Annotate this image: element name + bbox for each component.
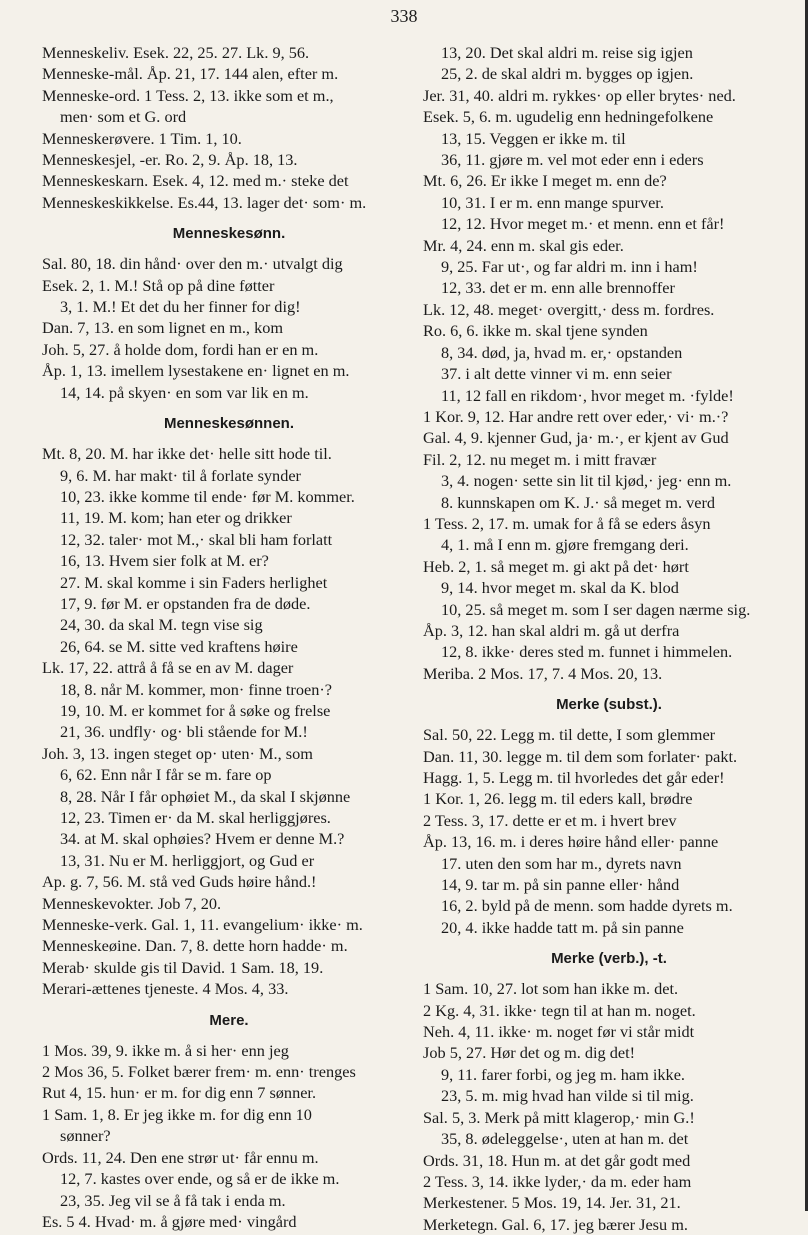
- concordance-entry: sønner?: [60, 1126, 111, 1146]
- concordance-entry: Dan. 11, 30. legge m. til dem som forlater· pakt.: [423, 746, 738, 766]
- concordance-entry: 1 Sam. 10, 27. lot som han ikke m. det.: [423, 979, 679, 999]
- concordance-entry: 9, 11. farer forbi, og jeg m. ham ikke.: [441, 1064, 685, 1084]
- concordance-entry: Merketegn. Gal. 6, 17. jeg bærer Jesu m.: [423, 1214, 688, 1234]
- concordance-entry: 3, 1. M.! Et det du her finner for dig!: [60, 297, 301, 317]
- concordance-entry: Hagg. 1, 5. Legg m. til hvorledes det går eder!: [423, 768, 725, 787]
- section-heading: Merke (verb.), -t.: [551, 950, 667, 968]
- concordance-entry: Dan. 7, 13. en som lignet en m., kom: [42, 318, 284, 338]
- concordance-entry: 2 Mos 36, 5. Folket bærer frem· m. enn· trenges: [42, 1062, 356, 1082]
- concordance-entry: Fil. 2, 12. nu meget m. i mitt fravær: [423, 449, 657, 469]
- concordance-entry: 1 Tess. 2, 17. m. umak for å få se eders åsyn: [423, 513, 711, 533]
- right-column: [423, 42, 795, 1235]
- concordance-entry: 9, 6. M. har makt· til å forlate synder: [60, 465, 301, 485]
- concordance-entry: 12, 7. kastes over ende, og så er de ikke m.: [60, 1169, 340, 1189]
- concordance-entry: 19, 10. M. er kommet for å søke og frelse: [60, 700, 331, 720]
- section-heading: Merke (subst.).: [556, 696, 662, 714]
- concordance-entry: 2 Tess. 3, 14. ikke lyder,· da m. eder ham: [423, 1171, 692, 1191]
- concordance-entry: Esek. 2, 1. M.! Stå op på dine føtter: [42, 275, 275, 295]
- section-heading: Menneskesønnen.: [163, 415, 295, 433]
- concordance-entry: Heb. 2, 1. så meget m. gi akt på det· hørt: [423, 556, 689, 576]
- concordance-entry: 37. i alt dette vinner vi m. enn seier: [441, 364, 672, 384]
- concordance-entry: 12, 32. taler· mot M.,· skal bli ham forlatt: [60, 529, 333, 549]
- concordance-entry: 13, 31. Nu er M. herliggjort, og Gud er: [60, 850, 315, 870]
- concordance-entry: 6, 62. Enn når I får se m. fare op: [60, 765, 272, 785]
- concordance-entry: Åp. 13, 16. m. i deres høire hånd eller· panne: [423, 832, 719, 852]
- concordance-entry: Merari-ættenes tjeneste. 4 Mos. 4, 33.: [42, 979, 289, 999]
- concordance-entry: 16, 13. Hvem sier folk at M. er?: [60, 551, 269, 571]
- concordance-entry: 12, 33. det er m. enn alle brennoffer: [441, 278, 675, 298]
- concordance-entry: 24, 30. da skal M. tegn vise sig: [60, 615, 263, 635]
- concordance-entry: 2 Kg. 4, 31. ikke· tegn til at han m. noget.: [423, 1000, 696, 1020]
- concordance-entry: Menneske-ord. 1 Tess. 2, 13. ikke som et m.,: [42, 85, 334, 105]
- concordance-entry: 2 Tess. 3, 17. dette er et m. i hvert brev: [423, 810, 677, 830]
- concordance-entry: 18, 8. når M. kommer, mon· finne troen·?: [60, 679, 332, 699]
- concordance-entry: 26, 64. se M. sitte ved kraftens høire: [60, 636, 298, 656]
- concordance-entry: 8. kunnskapen om K. J.· så meget m. verd: [441, 492, 716, 512]
- concordance-entry: 1 Sam. 1, 8. Er jeg ikke m. for dig enn 10: [42, 1104, 312, 1124]
- concordance-entry: Joh. 3, 13. ingen steget op· uten· M., som: [42, 743, 313, 763]
- concordance-entry: Gal. 4, 9. kjenner Gud, ja· m.·, er kjent av Gud: [423, 428, 729, 448]
- concordance-entry: Menneskesjel, -er. Ro. 2, 9. Åp. 18, 13.: [42, 150, 298, 170]
- concordance-entry: 4, 1. må I enn m. gjøre fremgang deri.: [441, 535, 689, 555]
- concordance-entry: 17, 9. før M. er opstanden fra de døde.: [60, 593, 311, 613]
- concordance-entry: Menneskeskarn. Esek. 4, 12. med m.· steke det: [42, 171, 349, 191]
- concordance-entry: Mt. 6, 26. Er ikke I meget m. enn de?: [423, 171, 667, 191]
- concordance-entry: Ro. 6, 6. ikke m. skal tjene synden: [423, 321, 648, 341]
- concordance-entry: 10, 23. ikke komme til ende· før M. kommer.: [60, 486, 355, 506]
- concordance-entry: Meriba. 2 Mos. 17, 7. 4 Mos. 20, 13.: [423, 663, 663, 683]
- concordance-entry: 36, 11. gjøre m. vel mot eder enn i eders: [441, 150, 704, 170]
- concordance-entry: 9, 25. Far ut·, og far aldri m. inn i ham!: [441, 257, 698, 277]
- concordance-entry: 1 Kor. 9, 12. Har andre rett over eder,· vi· m.·?: [423, 406, 729, 426]
- concordance-entry: 8, 28. Når I får ophøiet M., da skal I skjønne: [60, 786, 351, 806]
- concordance-entry: 21, 36. undfly· og· bli stående for M.!: [60, 722, 308, 742]
- concordance-entry: Mt. 8, 20. M. har ikke det· helle sitt hode til.: [42, 444, 332, 464]
- concordance-entry: Job 5, 27. Hør det og m. dig det!: [423, 1043, 636, 1063]
- concordance-entry: men· som et G. ord: [60, 107, 187, 127]
- concordance-entry: Menneskerøvere. 1 Tim. 1, 10.: [42, 128, 242, 148]
- concordance-entry: 14, 9. tar m. på sin panne eller· hånd: [441, 875, 680, 895]
- concordance-entry: 23, 5. m. mig hvad han vilde si til mig.: [441, 1086, 694, 1106]
- concordance-entry: Lk. 12, 48. meget· overgitt,· dess m. fordres.: [423, 299, 715, 319]
- concordance-entry: 17. uten den som har m., dyrets navn: [441, 853, 682, 873]
- concordance-entry: Merab· skulde gis til David. 1 Sam. 18, 19.: [42, 957, 324, 977]
- concordance-entry: Joh. 5, 27. å holde dom, fordi han er en m.: [42, 339, 319, 359]
- concordance-entry: 12, 12. Hvor meget m.· et menn. enn et får!: [441, 214, 725, 234]
- concordance-entry: 10, 25. så meget m. som I ser dagen nærme sig.: [441, 599, 751, 619]
- concordance-entry: 13, 20. Det skal aldri m. reise sig igjen: [441, 43, 693, 62]
- concordance-entry: Es. 5 4. Hvad· m. å gjøre med· vingård: [42, 1211, 297, 1231]
- concordance-entry: Ap. g. 7, 56. M. stå ved Guds høire hånd.!: [42, 872, 317, 892]
- concordance-entry: 10, 31. I er m. enn mange spurver.: [441, 192, 664, 212]
- concordance-entry: Åp. 3, 12. han skal aldri m. gå ut derfra: [423, 620, 680, 640]
- concordance-entry: Ords. 11, 24. Den ene strør ut· får ennu m.: [42, 1147, 319, 1167]
- concordance-entry: Menneskeskikkelse. Es.44, 13. lager det· som· m.: [42, 192, 367, 212]
- concordance-entry: Menneske-verk. Gal. 1, 11. evangelium· ikke· m.: [42, 915, 363, 935]
- section-heading: Mere.: [209, 1011, 249, 1029]
- concordance-entry: Menneskevokter. Job 7, 20.: [42, 893, 222, 913]
- concordance-entry: 35, 8. ødeleggelse·, uten at han m. det: [441, 1129, 689, 1149]
- concordance-entry: Neh. 4, 11. ikke· m. noget før vi står midt: [423, 1022, 695, 1042]
- concordance-entry: 16, 2. byld på de menn. som hadde dyrets m.: [441, 896, 733, 916]
- concordance-entry: 3, 4. nogen· sette sin lit til kjød,· jeg· enn m.: [441, 471, 732, 491]
- concordance-entry: 23, 35. Jeg vil se å få tak i enda m.: [60, 1190, 286, 1210]
- concordance-entry: Sal. 80, 18. din hånd· over den m.· utvalgt dig: [42, 254, 343, 274]
- concordance-entry: Sal. 5, 3. Merk på mitt klagerop,· min G.!: [423, 1107, 695, 1127]
- concordance-entry: 12, 8. ikke· deres sted m. funnet i himmelen.: [441, 642, 733, 662]
- concordance-entry: 1 Mos. 39, 9. ikke m. å si her· enn jeg: [42, 1040, 289, 1060]
- page-number: 338: [390, 6, 418, 26]
- concordance-entry: Rut 4, 15. hun· er m. for dig enn 7 sønner.: [42, 1083, 317, 1103]
- concordance-entry: Jer. 31, 40. aldri m. rykkes· op eller brytes· ned.: [423, 85, 736, 105]
- concordance-entry: Åp. 1, 13. imellem lysestakene en· lignet en m.: [42, 361, 350, 381]
- concordance-entry: 20, 4. ikke hadde tatt m. på sin panne: [441, 917, 684, 937]
- concordance-entry: Menneske-mål. Åp. 21, 17. 144 alen, efter m.: [42, 64, 339, 84]
- left-column: [42, 42, 416, 1232]
- concordance-entry: 11, 19. M. kom; han eter og drikker: [60, 508, 292, 528]
- concordance-entry: 9, 14. hvor meget m. skal da K. blod: [441, 578, 679, 598]
- concordance-entry: Lk. 17, 22. attrå å få se en av M. dager: [42, 658, 294, 678]
- concordance-entry: Sal. 50, 22. Legg m. til dette, I som glemmer: [423, 725, 716, 745]
- concordance-entry: Esek. 5, 6. m. ugudelig enn hedningefolkene: [423, 107, 714, 127]
- concordance-entry: 14, 14. på skyen· en som var lik en m.: [60, 382, 309, 402]
- concordance-entry: Menneskeliv. Esek. 22, 25. 27. Lk. 9, 56.: [42, 43, 310, 62]
- concordance-entry: 25, 2. de skal aldri m. bygges op igjen.: [441, 64, 694, 84]
- concordance-entry: 34. at M. skal ophøies? Hvem er denne M.?: [60, 829, 345, 849]
- section-heading: Menneskesønn.: [172, 225, 286, 243]
- concordance-entry: 8, 34. død, ja, hvad m. er,· opstanden: [441, 342, 683, 362]
- concordance-entry: 27. M. skal komme i sin Faders herlighet: [60, 572, 328, 592]
- concordance-entry: 1 Kor. 1, 26. legg m. til eders kall, brødre: [423, 789, 693, 809]
- concordance-entry: 13, 15. Veggen er ikke m. til: [441, 128, 626, 148]
- concordance-entry: Ords. 31, 18. Hun m. at det går godt med: [423, 1150, 691, 1170]
- concordance-entry: Menneskeøine. Dan. 7, 8. dette horn hadde· m.: [42, 936, 348, 956]
- concordance-entry: Merkestener. 5 Mos. 19, 14. Jer. 31, 21.: [423, 1193, 681, 1213]
- concordance-entry: 11, 12 fall en rikdom·, hvor meget m. ·fylde!: [441, 385, 734, 405]
- concordance-entry: 12, 23. Timen er· da M. skal herliggjøres.: [60, 808, 331, 827]
- concordance-entry: Mr. 4, 24. enn m. skal gis eder.: [423, 235, 624, 255]
